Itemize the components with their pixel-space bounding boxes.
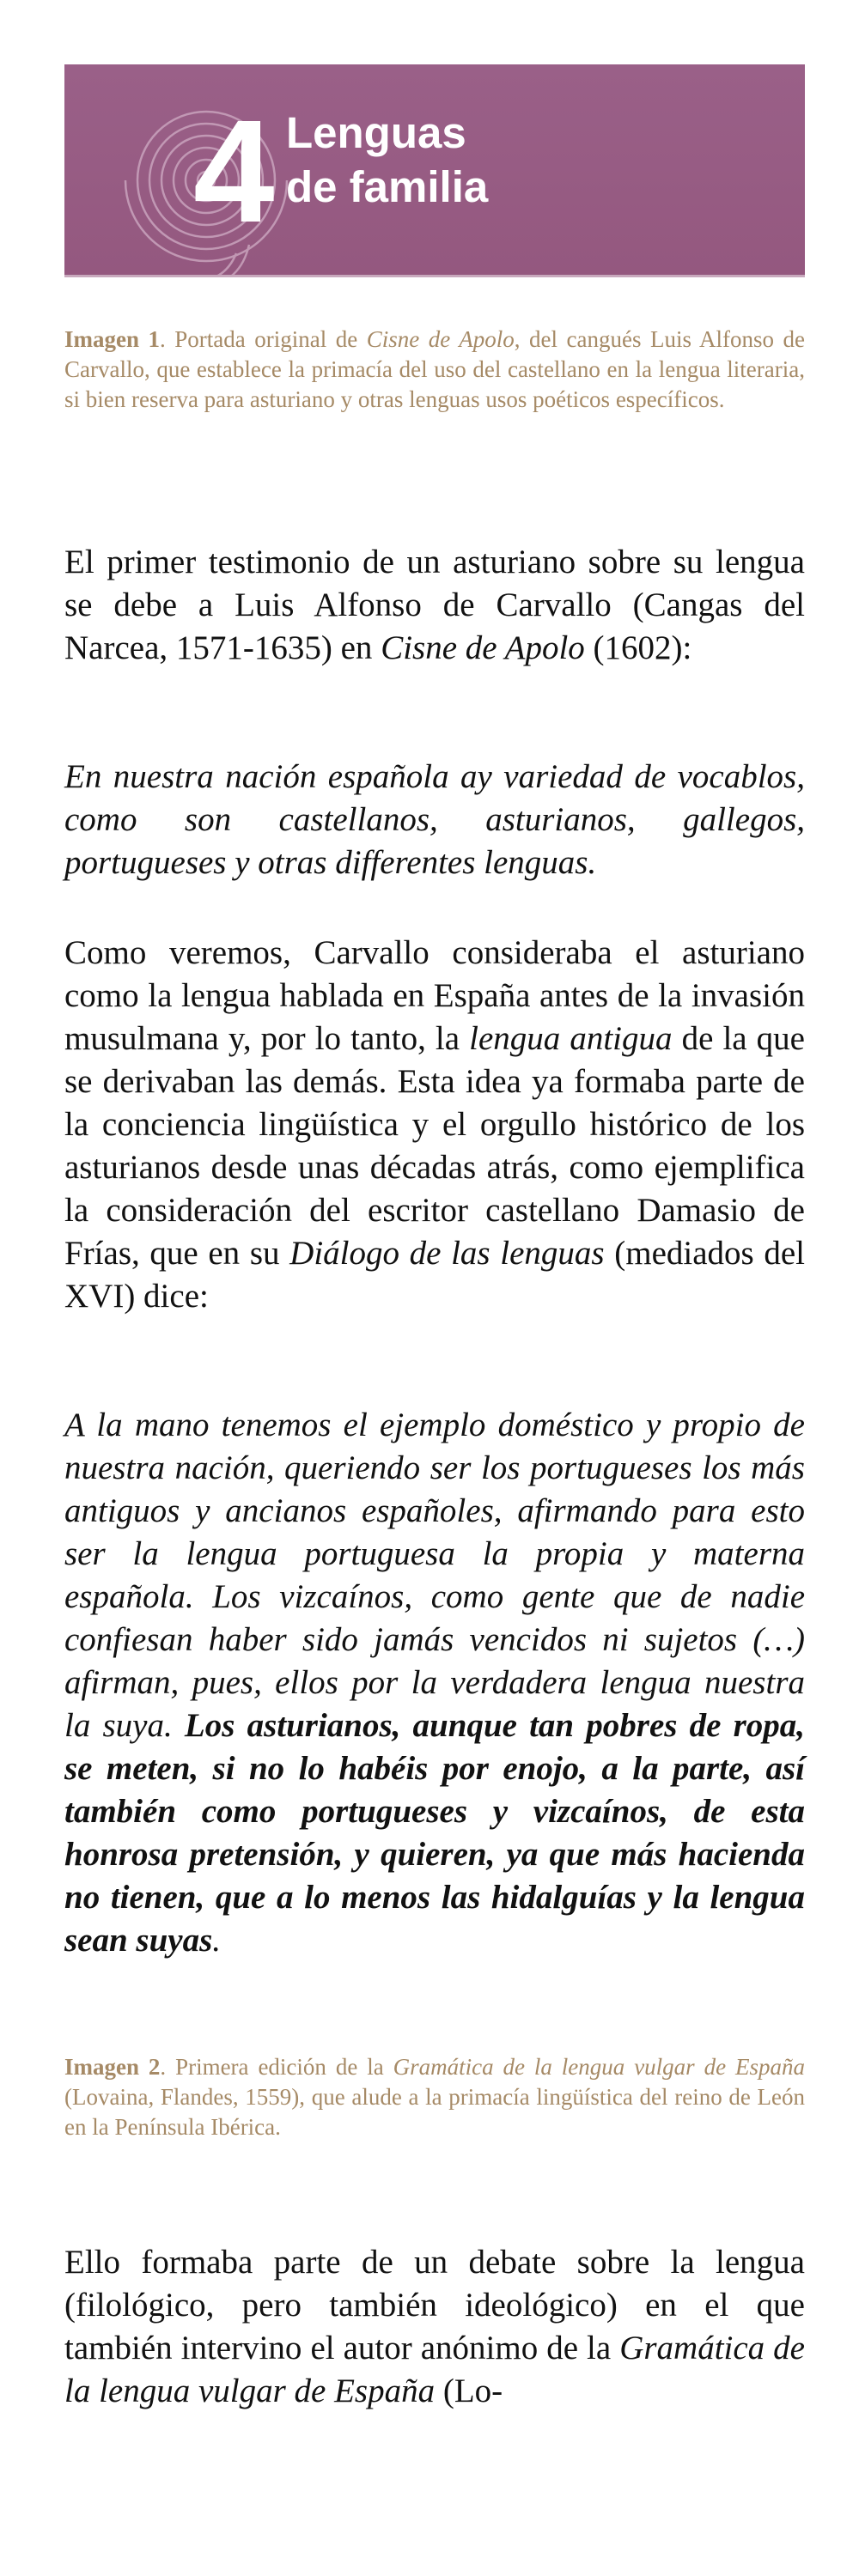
paragraph-text: (Lo-	[435, 2372, 503, 2409]
work-title: Cisne de Apolo	[366, 326, 515, 352]
chapter-title-line1: Lenguas	[286, 108, 466, 157]
body-paragraph-3	[64, 2241, 805, 2413]
caption-label: Imagen 2	[64, 2054, 161, 2080]
quote-frias	[64, 1404, 805, 1962]
quote-text: En nuestra nación española ay variedad de vocablos, como son castellanos, asturianos, gallegos, portugueses y otras differentes lenguas.	[64, 758, 805, 881]
work-title: Cisne de Apolo	[381, 629, 585, 666]
paragraph-text: (mediados del XVI) dice:	[64, 1235, 805, 1315]
work-title: Gramática de la lengua vulgar de España	[64, 2330, 805, 2409]
chapter-banner	[64, 64, 805, 277]
caption-text: , del cangués Luis Alfonso de Carvallo, que establece la primacía del uso del castellano en la lengua literaria, si bien reserva para asturiano y otras lenguas usos poéticos específicos.	[64, 326, 805, 412]
image-caption-1	[64, 325, 805, 415]
caption-text: . Primera edición de la	[160, 2054, 393, 2080]
chapter-number: 4	[193, 90, 275, 253]
caption-text: . Portada original de	[160, 326, 367, 352]
work-title: Gramática de la lengua vulgar de España	[393, 2054, 805, 2080]
quote-carvallo	[64, 756, 805, 884]
paragraph-text: Ello formaba parte de un debate sobre la lengua (filológico, pero también ideológico) en el que también intervino el autor anónimo de la	[64, 2244, 805, 2366]
emphasized-term: lengua antigua	[469, 1020, 673, 1057]
chapter-title-line2: de familia	[286, 162, 489, 211]
work-title: Diálogo de las lenguas	[289, 1235, 605, 1272]
paragraph-text: de la que se derivaban las demás. Esta idea ya formaba parte de la conciencia lingüística y el orgullo histórico de los asturianos desde unas décadas atrás, como ejemplifica la consideración del escritor castellano Damasio de Frías, que en su	[64, 1020, 805, 1272]
caption-label: Imagen 1	[64, 326, 161, 352]
quote-text: A la mano tenemos el ejemplo doméstico y propio de nuestra nación, queriendo ser los portugueses los más antiguos y ancianos españoles, afirmando para esto ser la lengua portuguesa la propia y materna española. Los vizcaínos, como gente que de nadie confiesan haber sido jamás vencidos ni sujetos (…) afirman, pues, ellos por la verdadera lengua nuestra la suya.	[64, 1406, 805, 1744]
caption-text: (Lovaina, Flandes, 1559), que alude a la primacía lingüística del reino de León en la Península Ibérica.	[64, 2084, 805, 2140]
quote-end: .	[212, 1922, 222, 1959]
paragraph-text: Como veremos, Carvallo consideraba el asturiano como la lengua hablada en España antes de la invasión musulmana y, por lo tanto, la	[64, 934, 805, 1057]
image-caption-2	[64, 2052, 805, 2142]
body-paragraph-2	[64, 932, 805, 1318]
quote-bold-text: Los asturianos, aunque tan pobres de ropa, se meten, si no lo habéis por enojo, a la parte, así también como portugueses y vizcaínos, de esta honrosa pretensión, y quieren, ya que más hacienda no tienen, que a lo menos las hidalguías y la lengua sean suyas	[64, 1707, 806, 1959]
paragraph-text: El primer testimonio de un asturiano sobre su lengua se debe a Luis Alfonso de Carvallo (Cangas del Narcea, 1571-1635) en	[64, 544, 805, 666]
chapter-title	[286, 106, 488, 214]
body-paragraph-1	[64, 541, 805, 670]
paragraph-text: (1602):	[584, 629, 692, 666]
